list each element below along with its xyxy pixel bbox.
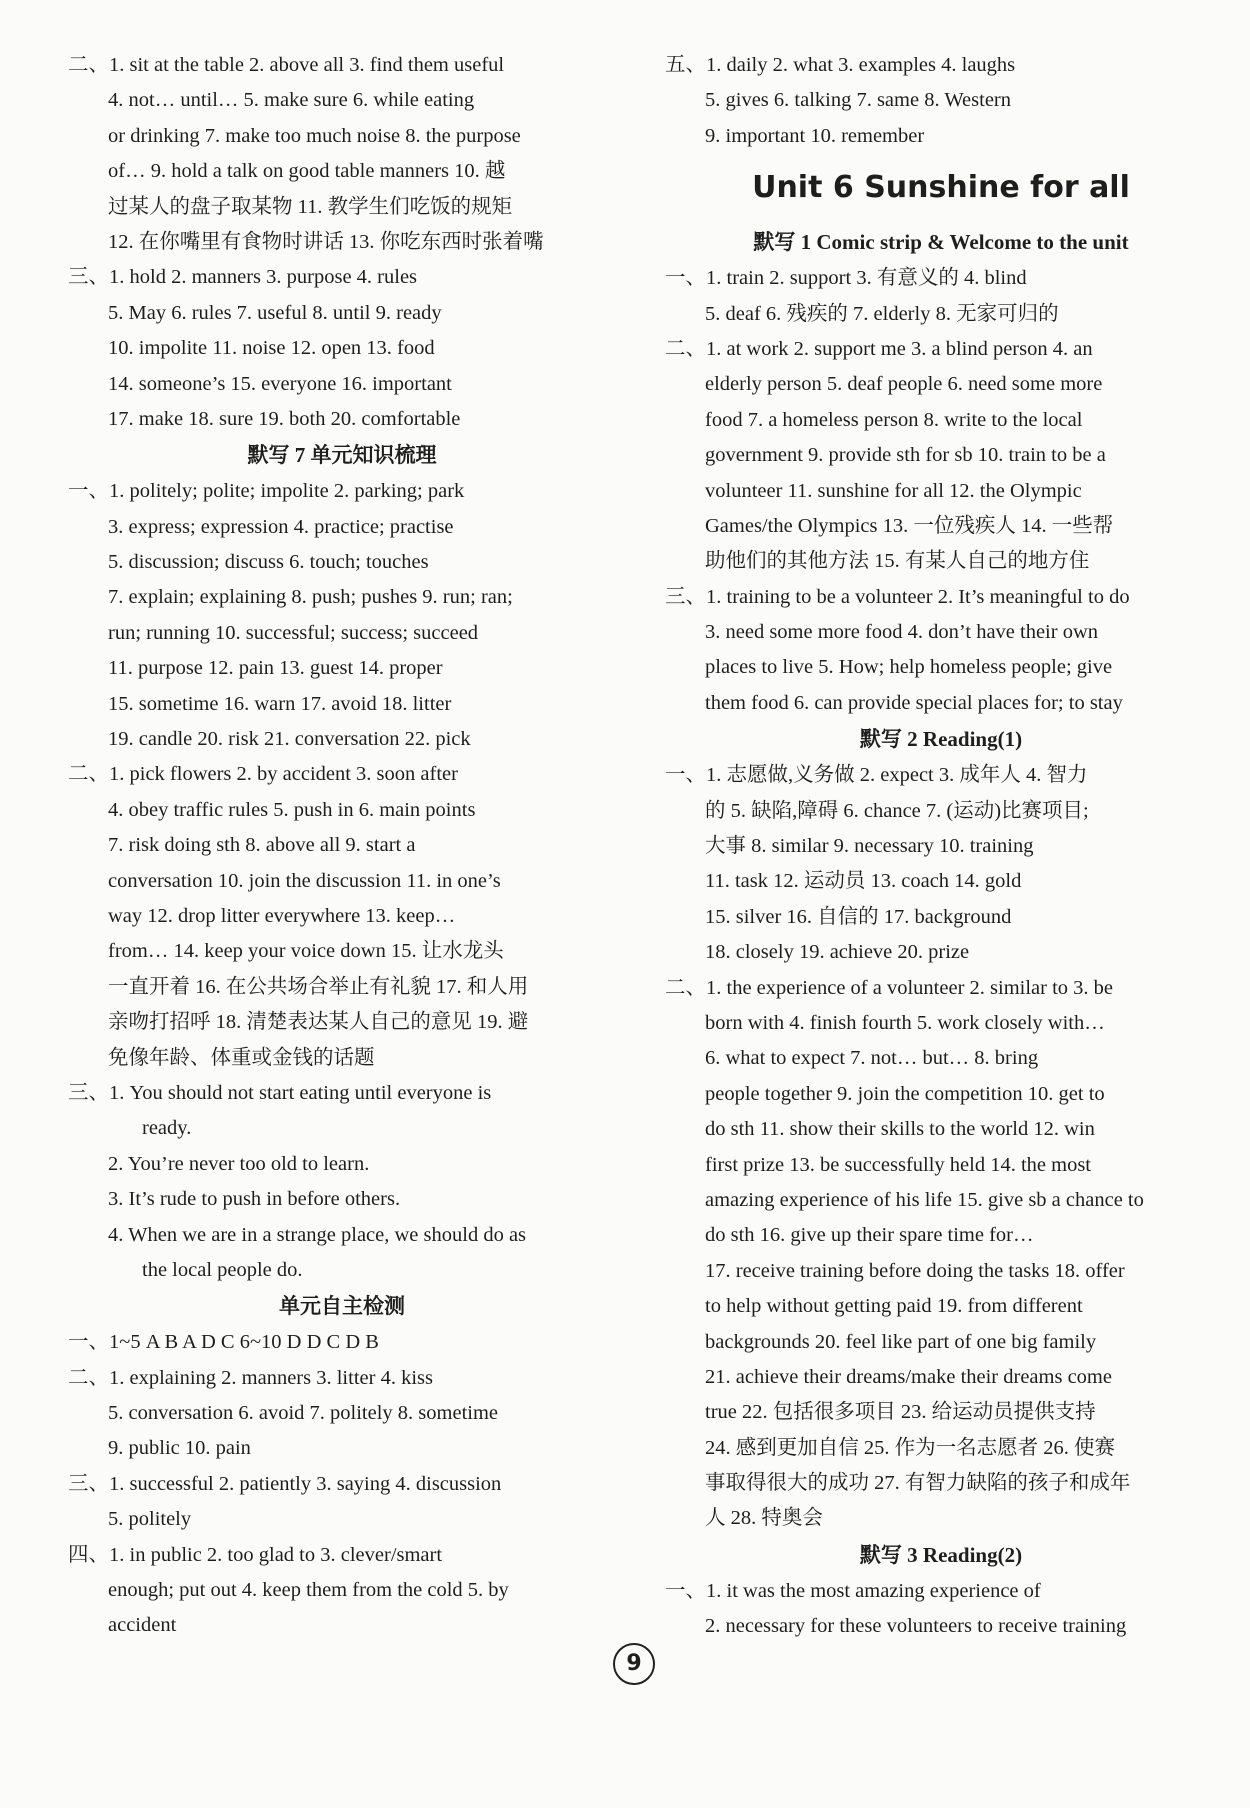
answer-line: 5. conversation 6. avoid 7. politely 8. sometime <box>108 1402 499 1425</box>
answer-line: 5. politely <box>108 1508 192 1531</box>
answer-line: the local people do. <box>142 1258 303 1281</box>
answer-line: to help without getting paid 19. from different <box>705 1295 1083 1318</box>
answer-line: 二、1. at work 2. support me 3. a blind person 4. an <box>665 337 1093 360</box>
answer-line: 一、1. 志愿做,义务做 2. expect 3. 成年人 4. 智力 <box>665 764 1088 787</box>
answer-line: 四、1. in public 2. too glad to 3. clever/smart <box>68 1543 443 1566</box>
answer-line: places to live 5. How; help homeless people; give <box>705 656 1113 679</box>
right-top-block <box>665 48 1217 154</box>
answer-line: 15. silver 16. 自信的 17. background <box>705 905 1012 928</box>
answer-line: first prize 13. be successfully held 14. the most <box>705 1153 1091 1176</box>
answer-line: 三、1. successful 2. patiently 3. saying 4. discussion <box>68 1472 502 1495</box>
answer-line: 大事 8. similar 9. necessary 10. training <box>705 835 1034 858</box>
answer-line: 一直开着 16. 在公共场合举止有礼貌 17. 和人用 <box>108 975 529 998</box>
answer-line: 12. 在你嘴里有食物时讲话 13. 你吃东西时张着嘴 <box>108 230 544 253</box>
answer-line: 5. May 6. rules 7. useful 8. until 9. ready <box>108 301 442 324</box>
answer-line: accident <box>108 1614 177 1637</box>
answer-line: them food 6. can provide special places for; to stay <box>705 691 1123 714</box>
answer-line: do sth 11. show their skills to the world 12. win <box>705 1118 1095 1141</box>
answer-line: 17. receive training before doing the tasks 18. offer <box>705 1259 1125 1282</box>
answer-line: food 7. a homeless person 8. write to the local <box>705 408 1083 431</box>
answer-line: 7. explain; explaining 8. push; pushes 9. run; ran; <box>108 586 513 609</box>
answer-line: 二、1. the experience of a volunteer 2. similar to 3. be <box>665 976 1114 999</box>
answer-line: 二、1. explaining 2. manners 3. litter 4. kiss <box>68 1366 433 1389</box>
section-heading: 单元自主检测 <box>279 1294 405 1319</box>
answer-line: of… 9. hold a talk on good table manners 10. 越 <box>108 160 506 183</box>
page-number: 9 <box>613 1643 655 1685</box>
answer-line: 4. When we are in a strange place, we should do as <box>108 1223 527 1246</box>
section-heading: 默写 3 Reading(2) <box>859 1542 1023 1567</box>
answer-line: amazing experience of his life 15. give sb a chance to <box>705 1188 1144 1211</box>
answer-line: 事取得很大的成功 27. 有智力缺陷的孩子和成年 <box>705 1472 1131 1495</box>
answer-line: born with 4. finish fourth 5. work closely with… <box>705 1011 1105 1034</box>
answer-line: from… 14. keep your voice down 15. 让水龙头 <box>108 940 504 963</box>
answer-line: 三、1. training to be a volunteer 2. It’s meaningful to do <box>665 585 1130 608</box>
answer-line: elderly person 5. deaf people 6. need some more <box>705 373 1103 396</box>
answer-line: 4. obey traffic rules 5. push in 6. main points <box>108 798 476 821</box>
section-heading: 默写 1 Comic strip & Welcome to the unit <box>753 230 1129 255</box>
answer-line: run; running 10. successful; success; succeed <box>108 621 479 644</box>
answer-line: 19. candle 20. risk 21. conversation 22. pick <box>108 728 471 751</box>
answer-line: 3. express; expression 4. practice; practise <box>108 515 454 538</box>
answer-line: 5. deaf 6. 残疾的 7. elderly 8. 无家可归的 <box>705 302 1059 325</box>
answer-line: 2. You’re never too old to learn. <box>108 1152 370 1175</box>
answer-line: 11. purpose 12. pain 13. guest 14. proper <box>108 657 443 680</box>
answer-line: 免像年龄、体重或金钱的话题 <box>108 1046 375 1069</box>
answer-line: 10. impolite 11. noise 12. open 13. food <box>108 337 435 360</box>
answer-line: 三、1. hold 2. manners 3. purpose 4. rules <box>68 266 418 289</box>
answer-line: 亲吻打招呼 18. 清楚表达某人自己的意见 19. 避 <box>108 1011 529 1034</box>
answer-line: 4. not… until… 5. make sure 6. while eating <box>108 89 475 112</box>
answer-line: 24. 感到更加自信 25. 作为一名志愿者 26. 使赛 <box>705 1436 1115 1459</box>
section-heading: 默写 2 Reading(1) <box>859 727 1023 752</box>
answer-line: 3. It’s rude to push in before others. <box>108 1188 401 1211</box>
right-body-block <box>665 224 1217 1644</box>
answer-line: 7. risk doing sth 8. above all 9. start a <box>108 834 416 857</box>
right-column <box>665 48 1217 1645</box>
answer-line: conversation 10. join the discussion 11. in one’s <box>108 869 501 892</box>
answer-line: backgrounds 20. feel like part of one big family <box>705 1330 1097 1353</box>
answer-line: 17. make 18. sure 19. both 20. comfortable <box>108 407 461 430</box>
answer-line: 5. discussion; discuss 6. touch; touches <box>108 551 429 574</box>
answer-line: 过某人的盘子取某物 11. 教学生们吃饭的规矩 <box>108 195 513 218</box>
answer-line: 五、1. daily 2. what 3. examples 4. laughs <box>665 54 1016 76</box>
answer-line: 二、1. pick flowers 2. by accident 3. soon after <box>68 763 458 786</box>
answer-line: people together 9. join the competition 10. get to <box>705 1082 1105 1105</box>
answer-line: 5. gives 6. talking 7. same 8. Western <box>705 89 1011 112</box>
answer-line: 9. public 10. pain <box>108 1437 251 1460</box>
section-heading: 默写 7 单元知识梳理 <box>247 443 437 468</box>
answer-line: volunteer 11. sunshine for all 12. the Olympic <box>705 479 1082 502</box>
answer-line: do sth 16. give up their spare time for… <box>705 1224 1034 1247</box>
answer-line: way 12. drop litter everywhere 13. keep… <box>108 904 456 927</box>
answer-line: 助他们的其他方法 15. 有某人自己的地方住 <box>705 550 1090 573</box>
answer-line: enough; put out 4. keep them from the cold 5. by <box>108 1579 509 1602</box>
answer-line: 一、1. train 2. support 3. 有意义的 4. blind <box>665 267 1027 290</box>
answer-line: ready. <box>142 1117 192 1140</box>
answer-line: or drinking 7. make too much noise 8. the purpose <box>108 124 521 147</box>
answer-line: 一、1. politely; polite; impolite 2. parking; park <box>68 480 465 503</box>
left-column <box>68 48 616 1644</box>
answer-line: 二、1. sit at the table 2. above all 3. find them useful <box>68 54 505 76</box>
answer-line: 6. what to expect 7. not… but… 8. bring <box>705 1047 1039 1070</box>
answer-line: 一、1~5 A B A D C 6~10 D D C D B <box>68 1331 379 1354</box>
answer-line: 人 28. 特奥会 <box>705 1507 823 1530</box>
answer-line: 15. sometime 16. warn 17. avoid 18. litter <box>108 692 452 715</box>
answer-line: 11. task 12. 运动员 13. coach 14. gold <box>705 870 1022 893</box>
answer-line: 三、1. You should not start eating until everyone is <box>68 1081 492 1104</box>
answer-line: true 22. 包括很多项目 23. 给运动员提供支持 <box>705 1401 1096 1424</box>
answer-line: Games/the Olympics 13. 一位残疾人 14. 一些帮 <box>705 514 1114 537</box>
answer-line: government 9. provide sth for sb 10. train to be a <box>705 444 1106 467</box>
answer-line: 14. someone’s 15. everyone 16. important <box>108 372 452 395</box>
answer-line: 3. need some more food 4. don’t have their own <box>705 621 1099 644</box>
answer-line: 的 5. 缺陷,障碍 6. chance 7. (运动)比赛项目; <box>705 799 1089 822</box>
answer-line: 一、1. it was the most amazing experience of <box>665 1579 1041 1602</box>
answer-line: 21. achieve their dreams/make their dreams come <box>705 1365 1112 1388</box>
answer-line: 9. important 10. remember <box>705 124 925 147</box>
unit-title: Unit 6 Sunshine for all <box>752 170 1130 206</box>
answer-line: 2. necessary for these volunteers to receive training <box>705 1615 1127 1638</box>
answer-line: 18. closely 19. achieve 20. prize <box>705 941 970 964</box>
